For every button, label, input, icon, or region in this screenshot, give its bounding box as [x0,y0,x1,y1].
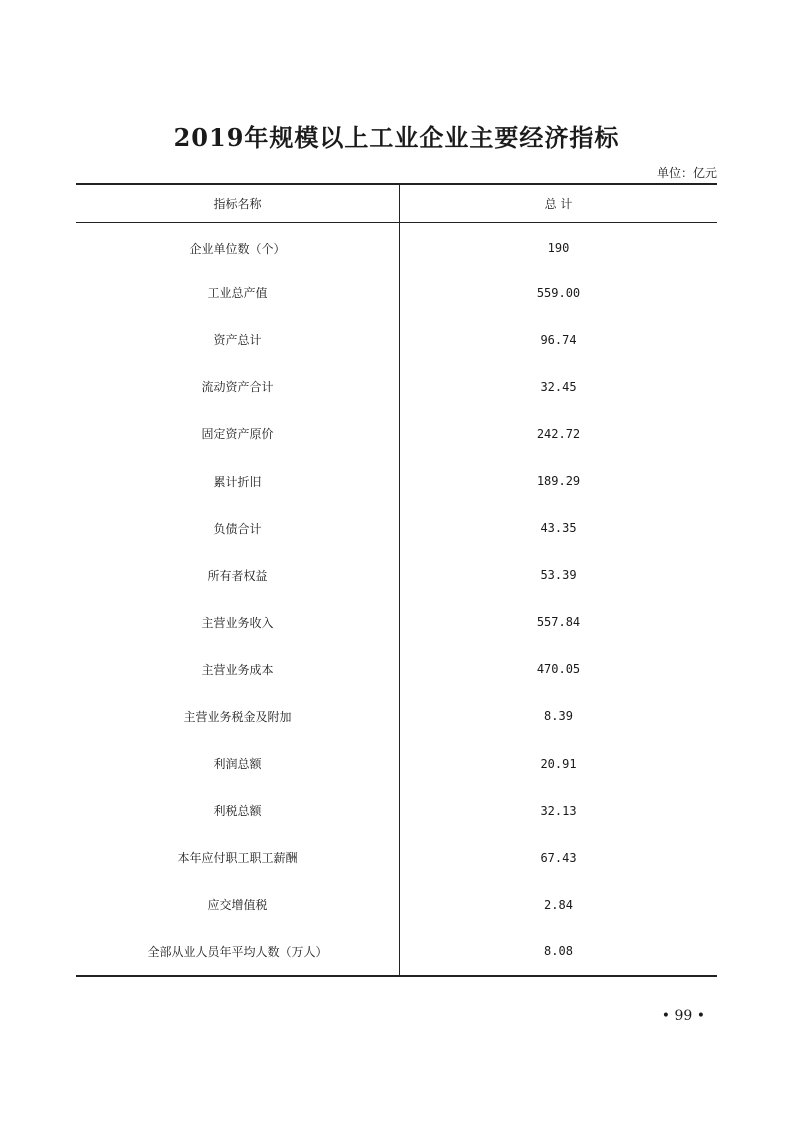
header-indicator-name: 指标名称 [76,184,400,222]
indicator-name-cell: 流动资产合计 [76,363,400,410]
table-header [76,184,717,222]
page-number: • 99 • [661,1008,705,1024]
table-row [76,222,717,269]
indicator-name-cell: 负债合计 [76,505,400,552]
indicator-value-cell: 559.00 [536,285,581,300]
table-row [76,599,717,646]
indicator-name-cell: 累计折旧 [76,457,400,504]
indicator-name-cell: 本年应付职工职工薪酬 [76,834,400,881]
table-body [76,222,717,976]
table-row [76,410,717,457]
indicator-value-cell: 20.91 [540,756,577,771]
indicator-value-cell: 43.35 [540,521,577,536]
indicator-value-cell: 8.08 [400,928,718,975]
indicator-table-container [76,183,717,977]
header-total: 总 计 [400,184,718,222]
table-row [76,505,717,552]
table-row [76,363,717,410]
indicator-name-cell: 应交增值税 [76,881,400,928]
table-row [76,269,717,316]
table-row [76,646,717,693]
table-row [76,693,717,740]
indicator-value-cell: 190 [547,241,570,256]
indicator-value-cell: 470.05 [536,662,581,677]
table-row [76,457,717,504]
indicator-value-cell: 189.29 [536,474,581,489]
page-title: 2019年规模以上工业企业主要经济指标 [173,123,620,152]
table-row [76,928,717,975]
table-row [76,834,717,881]
indicator-name-cell: 利润总额 [76,740,400,787]
indicator-value-cell: 242.72 [536,426,581,441]
indicator-value-cell: 53.39 [540,568,577,583]
indicator-name-cell: 全部从业人员年平均人数（万人） [76,928,400,975]
indicator-value-cell: 8.39 [544,709,573,724]
indicator-name-cell: 主营业务成本 [76,646,400,693]
indicator-name-cell: 主营业务收入 [76,599,400,646]
indicator-value-cell: 557.84 [536,615,581,630]
indicator-value-cell: 96.74 [540,332,577,347]
indicator-name-cell: 固定资产原价 [76,410,400,457]
indicator-name-cell: 利税总额 [76,787,400,834]
header-row [76,184,717,222]
indicator-name-cell: 企业单位数（个） [76,222,400,269]
table-row [76,552,717,599]
table-row [76,740,717,787]
unit-label: 单位：亿元 [656,166,717,180]
indicator-table [76,183,717,977]
indicator-value-cell: 32.45 [540,379,577,394]
table-row [76,787,717,834]
indicator-name-cell: 资产总计 [76,316,400,363]
indicator-name-cell: 工业总产值 [76,269,400,316]
indicator-value-cell: 2.84 [544,897,573,912]
indicator-value-cell: 67.43 [540,850,577,865]
table-row [76,881,717,928]
indicator-name-cell: 主营业务税金及附加 [76,693,400,740]
table-row [76,316,717,363]
indicator-name-cell: 所有者权益 [76,552,400,599]
indicator-value-cell: 32.13 [540,803,577,818]
